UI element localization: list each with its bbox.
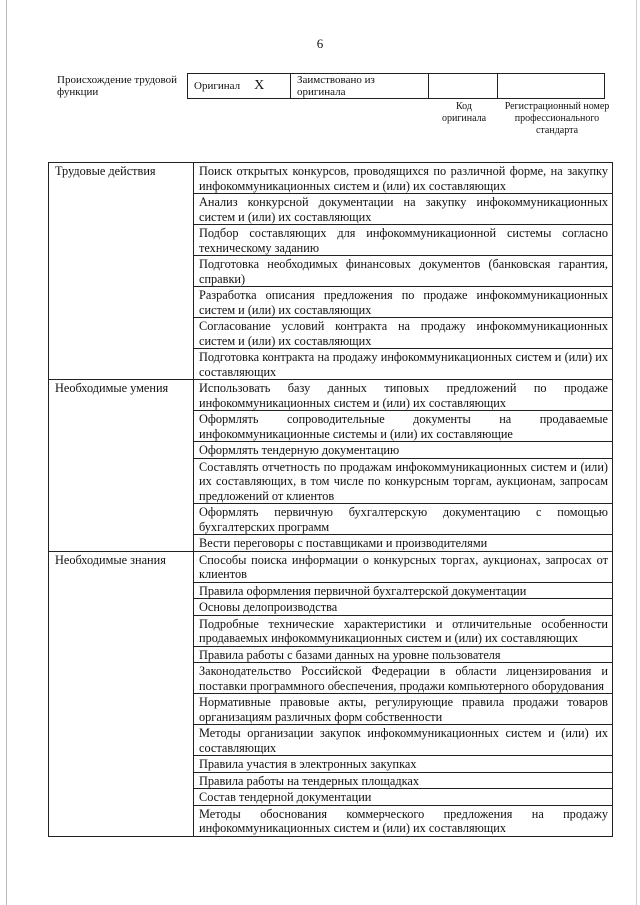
section-item: Правила оформления первичной бухгалтерской документации: [194, 582, 613, 599]
section-item: Использовать базу данных типовых предложений по продаже инфокоммуникационных систем и (или) их составляющих: [194, 380, 613, 411]
code-cell: [429, 74, 498, 99]
section-item: Подготовка контракта на продажу инфокоммуникационных систем и (или) их составляющих: [194, 349, 613, 380]
section-item: Способы поиска информации о конкурсных торгах, аукционах, запросах от клиентов: [194, 551, 613, 582]
reg-number-cell: [498, 74, 605, 99]
code-caption: Код оригинала: [441, 101, 487, 124]
section-item: Законодательство Российской Федерации в области лицензирования и поставки программного обеспечения, продажи компьютерного оборудования: [194, 663, 613, 694]
section-item: Вести переговоры с поставщиками и производителями: [194, 535, 613, 552]
section-item: Разработка описания предложения по продаже инфокоммуникационных систем и (или) их составляющих: [194, 287, 613, 318]
section-item: Подробные технические характеристики и отличительные особенности продаваемых инфокоммуникационных систем и (или) их составляющих: [194, 615, 613, 646]
original-cell: [188, 74, 291, 99]
section-item: Методы обоснования коммерческого предложения на продажу инфокоммуникационных систем и (или) их составляющих: [194, 805, 613, 836]
original-mark: X: [254, 78, 265, 93]
section-item: Поиск открытых конкурсов, проводящихся по различной форме, на закупку инфокоммуникационных систем и (или) их составляющих: [194, 163, 613, 194]
section-item: Оформлять сопроводительные документы на продаваемые инфокоммуникационные системы и (или) их составляющие: [194, 411, 613, 442]
section-item: Состав тендерной документации: [194, 789, 613, 806]
table-row: [49, 551, 613, 582]
section-item: Оформлять первичную бухгалтерскую документацию с помощью бухгалтерских программ: [194, 504, 613, 535]
section-title: Необходимые знания: [49, 551, 194, 836]
page-edge-right: [636, 0, 637, 905]
table-row: [49, 163, 613, 194]
section-item: Методы организации закупок инфокоммуникационных систем и (или) их составляющих: [194, 725, 613, 756]
section-title: Трудовые действия: [49, 163, 194, 380]
section-item: Правила работы с базами данных на уровне пользователя: [194, 646, 613, 663]
origin-label: Происхождение трудовой функции: [57, 74, 178, 98]
page-edge-left: [6, 0, 7, 905]
section-item: Нормативные правовые акты, регулирующие правила продажи товаров организациям различных форм собственности: [194, 694, 613, 725]
reg-number-caption: Регистрационный номер профессионального стандарта: [504, 101, 610, 136]
section-item: Анализ конкурсной документации на закупку инфокоммуникационных систем и (или) их составляющих: [194, 194, 613, 225]
section-item: Составлять отчетность по продажам инфокоммуникационных систем и (или) их составляющих, в том числе по конкурсным торгам, аукционам, запросам предложений от клиентов: [194, 458, 613, 504]
section-item: Правила работы на тендерных площадках: [194, 772, 613, 789]
section-item: Основы делопроизводства: [194, 599, 613, 616]
labor-function-table: [48, 162, 613, 837]
section-title: Необходимые умения: [49, 380, 194, 552]
section-item: Подготовка необходимых финансовых документов (банковская гарантия, справки): [194, 256, 613, 287]
origin-table: [187, 73, 605, 99]
section-item: Оформлять тендерную документацию: [194, 442, 613, 459]
section-item: Правила участия в электронных закупках: [194, 756, 613, 773]
page-number: 6: [316, 36, 324, 51]
borrowed-cell: Заимствовано из оригинала: [291, 74, 429, 99]
table-row: [49, 380, 613, 411]
original-label: Оригинал: [194, 80, 241, 92]
section-item: Подбор составляющих для инфокоммуникационной системы согласно техническому заданию: [194, 225, 613, 256]
section-item: Согласование условий контракта на продажу инфокоммуникационных систем и (или) их составляющих: [194, 318, 613, 349]
